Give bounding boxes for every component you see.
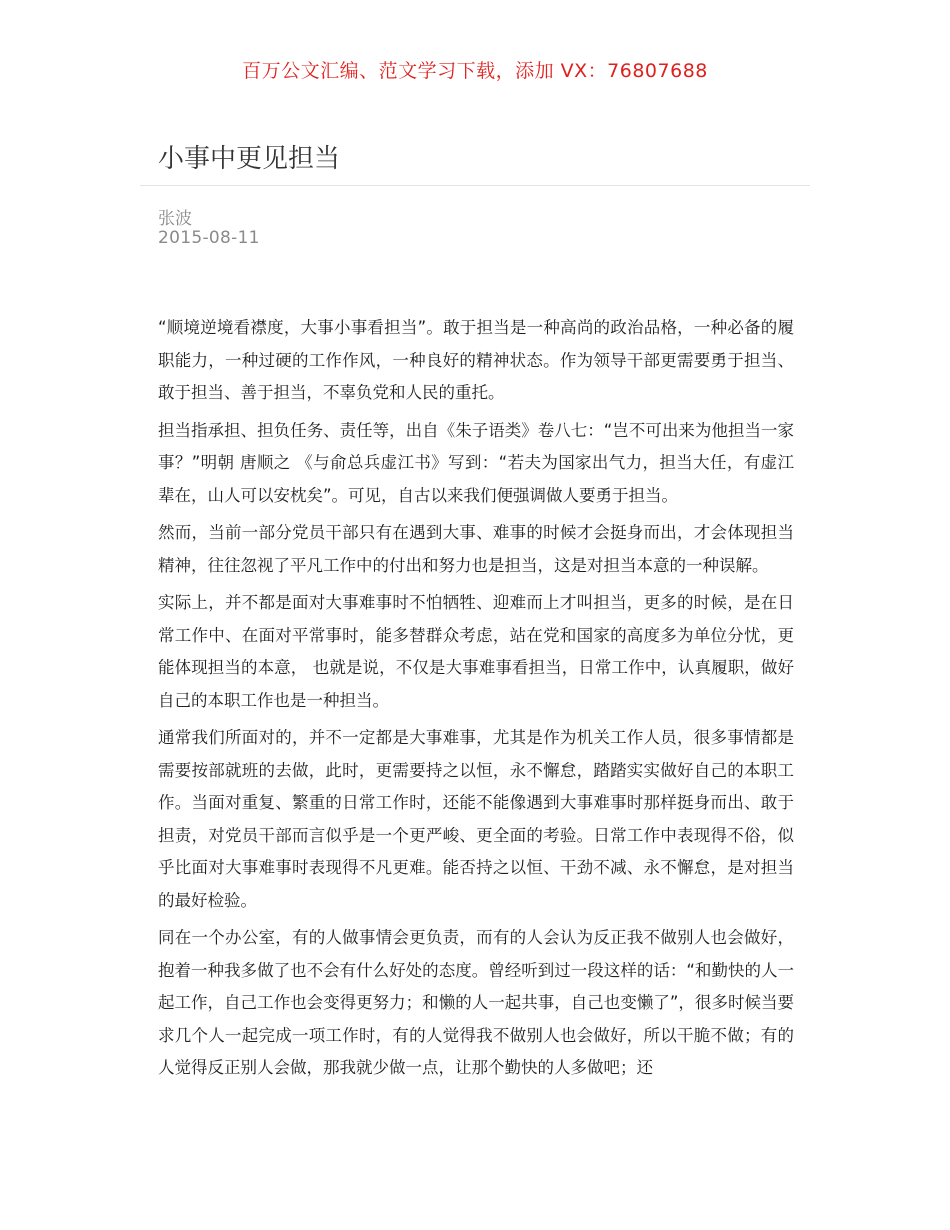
promo-banner: 百万公文汇编、范文学习下载，添加 VX：76807688 — [242, 60, 708, 82]
article-date: 2015-08-11 — [158, 228, 260, 248]
paragraph-4: 实际上，并不都是面对大事难事时不怕牺牲、迎难而上才叫担当，更多的时候，是在日常工作中、在面对平常事时，能多替群众考虑，站在党和国家的高度多为单位分忧，更能体现担当的本意， 也就是说，不仅是大事难事看担当，日常工作中，认真履职，做好自己的本职工作也是一种担当。 — [158, 593, 794, 710]
article-title: 小事中更见担当 — [158, 144, 341, 174]
paragraph-3: 然而，当前一部分党员干部只有在遇到大事、难事的时候才会挺身而出，才会体现担当精神，往往忽视了平凡工作中的付出和努力也是担当，这是对担当本意的一种误解。 — [158, 523, 794, 575]
title-divider — [140, 185, 810, 186]
paragraph-1: “顺境逆境看襟度，大事小事看担当”。敢于担当是一种高尚的政治品格，一种必备的履职能力，一种过硬的工作作风，一种良好的精神状态。作为领导干部更需要勇于担当、敢于担当、善于担当，不辜负党和人民的重托。 — [158, 318, 794, 402]
paragraph-2: 担当指承担、担负任务、责任等，出自《朱子语类》卷八七：“岂不可出来为他担当一家事？”明朝 唐顺之 《与俞总兵虚江书》写到：“若夫为国家出气力，担当大任，有虚江辈在，山人可以安枕矣”。可见，自古以来我们便强调做人要勇于担当。 — [158, 420, 794, 505]
paragraph-6: 同在一个办公室，有的人做事情会更负责，而有的人会认为反正我不做别人也会做好，抱着一种我多做了也不会有什么好处的态度。曾经听到过一段这样的话：“和勤快的人一起工作，自己工作也会变得更努力；和懒的人一起共事，自己也变懒了”，很多时候当要求几个人一起完成一项工作时，有的人觉得我不做别人也会做好，所以干脆不做；有的人觉得反正别人会做，那我就少做一点，让那个勤快的人多做吧；还 — [158, 928, 794, 1077]
paragraph-5: 通常我们所面对的，并不一定都是大事难事，尤其是作为机关工作人员，很多事情都是需要按部就班的去做，此时，更需要持之以恒，永不懈怠，踏踏实实做好自己的本职工作。当面对重复、繁重的日常工作时，还能不能像遇到大事难事时那样挺身而出、敢于担责，对党员干部而言似乎是一个更严峻、更全面的考验。日常工作中表现得不俗，似乎比面对大事难事时表现得不凡更难。能否持之以恒、干劲不减、永不懈怠，是对担当的最好检验。 — [158, 728, 794, 910]
article-body — [158, 312, 794, 1090]
article-author: 张波 — [158, 209, 192, 229]
